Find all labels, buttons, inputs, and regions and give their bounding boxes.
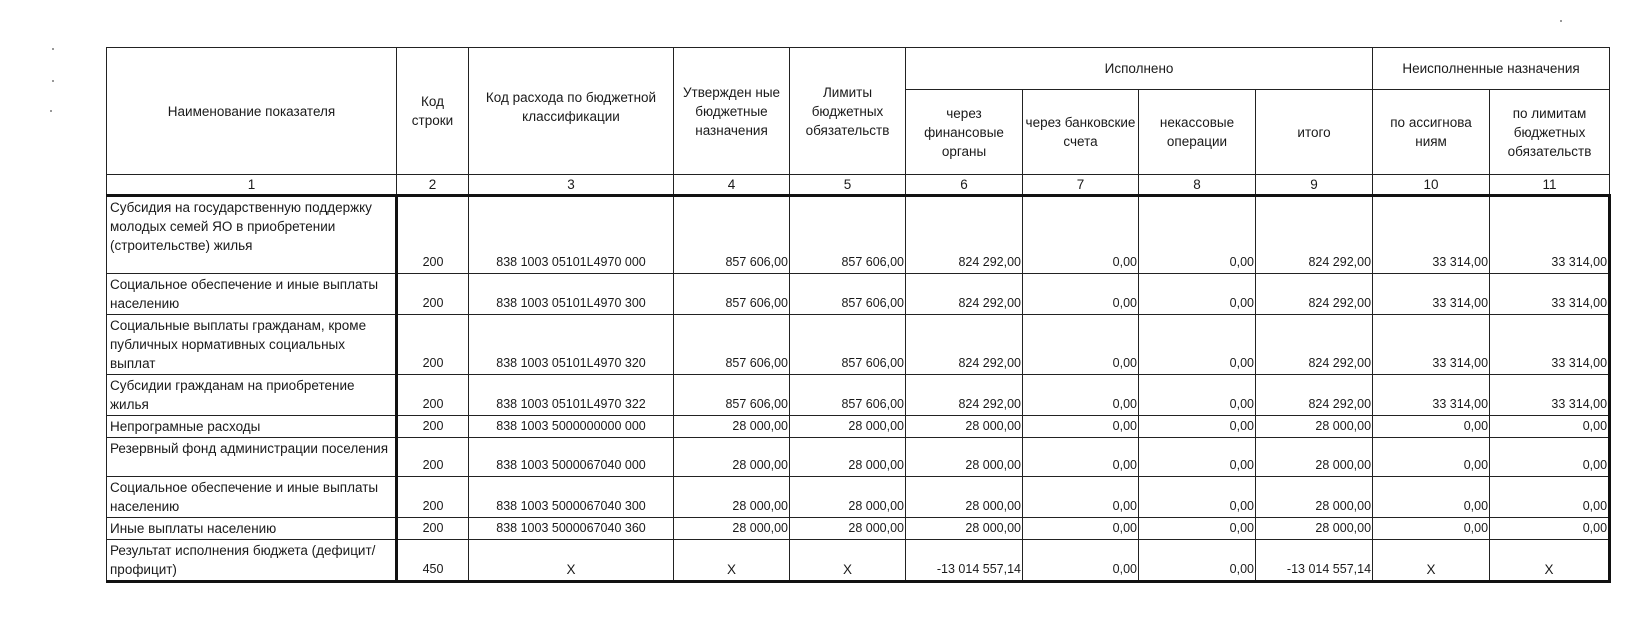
via-bank-value: 0,00	[1023, 375, 1139, 416]
column-number: 5	[790, 175, 906, 196]
limits-value: 28 000,00	[790, 477, 906, 518]
row-name: Резервный фонд администрации поселения	[107, 438, 397, 477]
table-row	[107, 315, 1610, 375]
by-limits-value: 33 314,00	[1490, 196, 1610, 274]
noncash-value: 0,00	[1139, 416, 1256, 438]
total-value: 28 000,00	[1256, 438, 1373, 477]
header-by-limits: по лимитам бюджетных обязательств	[1490, 90, 1610, 175]
expense-code: 838 1003 5000000000 000	[469, 416, 674, 438]
via-fin-value: 824 292,00	[906, 196, 1023, 274]
header-limits: Лимиты бюджетных обязательств	[790, 48, 906, 175]
by-assign-value: 0,00	[1373, 477, 1490, 518]
column-number: 1	[107, 175, 397, 196]
via-bank-value: 0,00	[1023, 477, 1139, 518]
total-value: 824 292,00	[1256, 315, 1373, 375]
by-limits-value: 33 314,00	[1490, 274, 1610, 315]
header-by-assign: по ассигнова ниям	[1373, 90, 1490, 175]
table-row	[107, 196, 1610, 274]
limits-value: 28 000,00	[790, 416, 906, 438]
via-fin-value: -13 014 557,14	[906, 540, 1023, 582]
row-code: 450	[397, 540, 469, 582]
approved-value: 28 000,00	[674, 438, 790, 477]
table-row	[107, 518, 1610, 540]
by-limits-value: X	[1490, 540, 1610, 582]
limits-value: 28 000,00	[790, 438, 906, 477]
header-noncash: некассовые операции	[1139, 90, 1256, 175]
header-approved: Утвержден ные бюджетные назначения	[674, 48, 790, 175]
by-assign-value: 33 314,00	[1373, 274, 1490, 315]
column-number: 4	[674, 175, 790, 196]
by-assign-value: 0,00	[1373, 438, 1490, 477]
noncash-value: 0,00	[1139, 375, 1256, 416]
total-value: 28 000,00	[1256, 416, 1373, 438]
scan-speck	[50, 110, 52, 112]
row-code: 200	[397, 438, 469, 477]
limits-value: 857 606,00	[790, 375, 906, 416]
expense-code: 838 1003 5000067040 360	[469, 518, 674, 540]
by-assign-value: 0,00	[1373, 416, 1490, 438]
noncash-value: 0,00	[1139, 315, 1256, 375]
column-number-row	[107, 175, 1610, 196]
column-number: 2	[397, 175, 469, 196]
budget-execution-sheet	[106, 47, 1609, 583]
row-name: Непрограмные расходы	[107, 416, 397, 438]
via-bank-value: 0,00	[1023, 274, 1139, 315]
limits-value: 28 000,00	[790, 518, 906, 540]
row-code: 200	[397, 315, 469, 375]
noncash-value: 0,00	[1139, 196, 1256, 274]
by-assign-value: 33 314,00	[1373, 375, 1490, 416]
expense-code: X	[469, 540, 674, 582]
by-limits-value: 0,00	[1490, 477, 1610, 518]
by-limits-value: 33 314,00	[1490, 315, 1610, 375]
total-value: 824 292,00	[1256, 375, 1373, 416]
by-limits-value: 33 314,00	[1490, 375, 1610, 416]
row-code: 200	[397, 518, 469, 540]
via-fin-value: 824 292,00	[906, 375, 1023, 416]
table-row	[107, 438, 1610, 477]
total-value: -13 014 557,14	[1256, 540, 1373, 582]
noncash-value: 0,00	[1139, 274, 1256, 315]
scan-speck	[52, 80, 54, 82]
scan-speck	[52, 48, 54, 50]
row-name: Социальное обеспечение и иные выплаты населению	[107, 477, 397, 518]
total-value: 824 292,00	[1256, 274, 1373, 315]
header-via-fin: через финансовые органы	[906, 90, 1023, 175]
header-total: итого	[1256, 90, 1373, 175]
via-bank-value: 0,00	[1023, 540, 1139, 582]
limits-value: 857 606,00	[790, 274, 906, 315]
row-name: Субсидия на государственную поддержку молодых семей ЯО в приобретении (строительстве) жилья	[107, 196, 397, 274]
table-row	[107, 416, 1610, 438]
noncash-value: 0,00	[1139, 438, 1256, 477]
by-assign-value: 33 314,00	[1373, 196, 1490, 274]
row-name: Результат исполнения бюджета (дефицит/профицит)	[107, 540, 397, 582]
expense-code: 838 1003 05101L4970 300	[469, 274, 674, 315]
expense-code: 838 1003 5000067040 000	[469, 438, 674, 477]
row-name: Иные выплаты населению	[107, 518, 397, 540]
header-via-bank: через банковские счета	[1023, 90, 1139, 175]
total-value: 824 292,00	[1256, 196, 1373, 274]
by-limits-value: 0,00	[1490, 518, 1610, 540]
via-fin-value: 28 000,00	[906, 477, 1023, 518]
by-assign-value: X	[1373, 540, 1490, 582]
row-name: Субсидии гражданам на приобретение жилья	[107, 375, 397, 416]
total-value: 28 000,00	[1256, 518, 1373, 540]
expense-code: 838 1003 5000067040 300	[469, 477, 674, 518]
limits-value: X	[790, 540, 906, 582]
by-assign-value: 0,00	[1373, 518, 1490, 540]
table-row	[107, 375, 1610, 416]
by-limits-value: 0,00	[1490, 416, 1610, 438]
column-number: 8	[1139, 175, 1256, 196]
column-number: 10	[1373, 175, 1490, 196]
approved-value: 857 606,00	[674, 375, 790, 416]
noncash-value: 0,00	[1139, 518, 1256, 540]
via-bank-value: 0,00	[1023, 196, 1139, 274]
expense-code: 838 1003 05101L4970 000	[469, 196, 674, 274]
row-code: 200	[397, 196, 469, 274]
row-code: 200	[397, 375, 469, 416]
via-bank-value: 0,00	[1023, 315, 1139, 375]
header-expense-code: Код расхода по бюджетной классификации	[469, 48, 674, 175]
header-unexecuted: Неисполненные назначения	[1373, 48, 1610, 90]
approved-value: 28 000,00	[674, 416, 790, 438]
limits-value: 857 606,00	[790, 196, 906, 274]
row-code: 200	[397, 416, 469, 438]
column-number: 11	[1490, 175, 1610, 196]
header-name: Наименование показателя	[107, 48, 397, 175]
approved-value: 857 606,00	[674, 274, 790, 315]
approved-value: X	[674, 540, 790, 582]
table-row	[107, 274, 1610, 315]
budget-execution-table	[106, 47, 1611, 583]
table-row	[107, 477, 1610, 518]
by-limits-value: 0,00	[1490, 438, 1610, 477]
row-code: 200	[397, 274, 469, 315]
table-row	[107, 540, 1610, 582]
noncash-value: 0,00	[1139, 540, 1256, 582]
via-fin-value: 28 000,00	[906, 518, 1023, 540]
approved-value: 28 000,00	[674, 477, 790, 518]
via-bank-value: 0,00	[1023, 438, 1139, 477]
column-number: 7	[1023, 175, 1139, 196]
row-code: 200	[397, 477, 469, 518]
approved-value: 857 606,00	[674, 315, 790, 375]
limits-value: 857 606,00	[790, 315, 906, 375]
column-number: 9	[1256, 175, 1373, 196]
via-fin-value: 28 000,00	[906, 416, 1023, 438]
scan-speck	[1560, 20, 1562, 22]
expense-code: 838 1003 05101L4970 322	[469, 375, 674, 416]
header-executed: Исполнено	[906, 48, 1373, 90]
column-number: 3	[469, 175, 674, 196]
row-name: Социальные выплаты гражданам, кроме публичных нормативных социальных выплат	[107, 315, 397, 375]
noncash-value: 0,00	[1139, 477, 1256, 518]
via-bank-value: 0,00	[1023, 416, 1139, 438]
header-row-code: Код строки	[397, 48, 469, 175]
via-fin-value: 824 292,00	[906, 274, 1023, 315]
expense-code: 838 1003 05101L4970 320	[469, 315, 674, 375]
row-name: Социальное обеспечение и иные выплаты населению	[107, 274, 397, 315]
by-assign-value: 33 314,00	[1373, 315, 1490, 375]
total-value: 28 000,00	[1256, 477, 1373, 518]
via-bank-value: 0,00	[1023, 518, 1139, 540]
approved-value: 28 000,00	[674, 518, 790, 540]
column-number: 6	[906, 175, 1023, 196]
via-fin-value: 824 292,00	[906, 315, 1023, 375]
approved-value: 857 606,00	[674, 196, 790, 274]
via-fin-value: 28 000,00	[906, 438, 1023, 477]
